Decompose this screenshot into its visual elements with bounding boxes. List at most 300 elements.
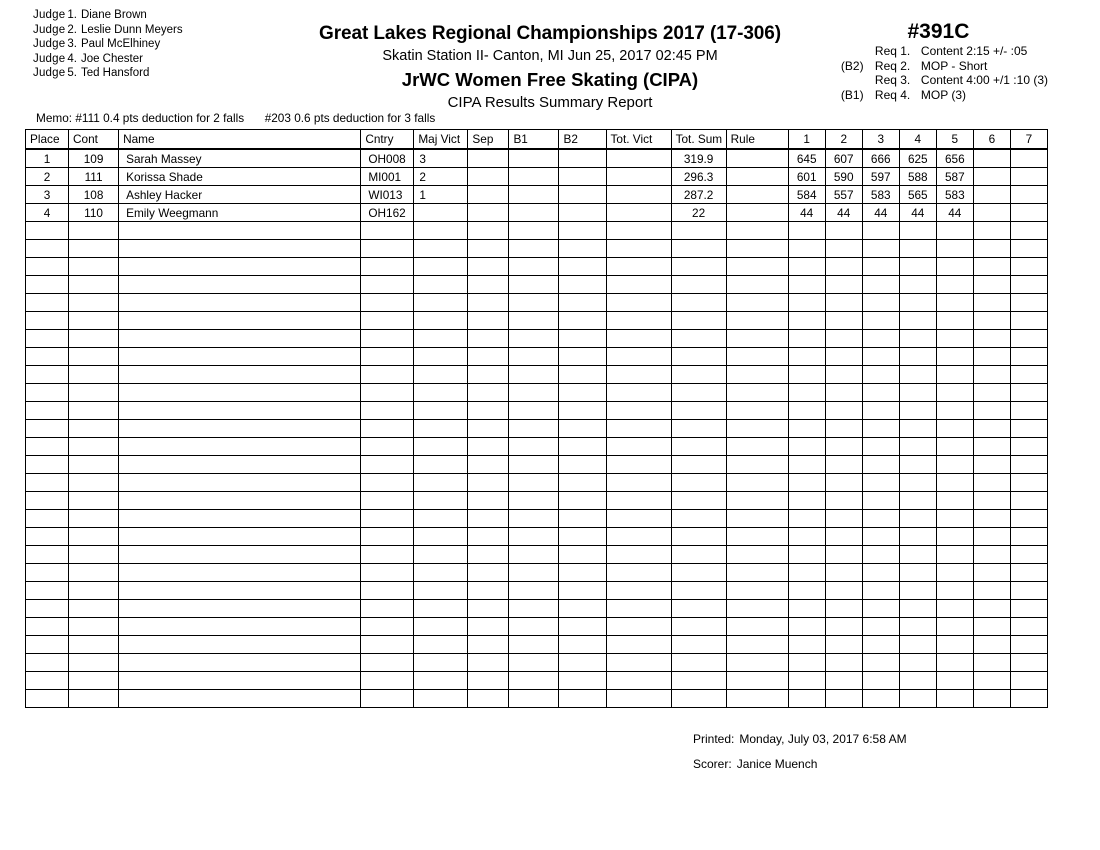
cell-empty bbox=[788, 654, 825, 672]
cell-empty bbox=[862, 294, 899, 312]
cell-judge-7 bbox=[1010, 168, 1047, 186]
cell-empty bbox=[509, 456, 559, 474]
cell-place: 1 bbox=[26, 149, 69, 168]
memo-label: Memo: bbox=[36, 111, 73, 125]
cell-empty bbox=[414, 618, 468, 636]
cell-empty bbox=[468, 600, 509, 618]
cell-rule bbox=[726, 149, 788, 168]
table-row-empty bbox=[26, 456, 1048, 474]
cell-empty bbox=[119, 258, 361, 276]
cell-empty bbox=[26, 366, 69, 384]
cell-empty bbox=[119, 654, 361, 672]
cell-empty bbox=[361, 222, 414, 240]
column-header: B1 bbox=[509, 130, 559, 150]
cell-empty bbox=[69, 438, 119, 456]
cell-empty bbox=[973, 582, 1010, 600]
cell-empty bbox=[671, 402, 726, 420]
cell-judge-6 bbox=[973, 186, 1010, 204]
table-row-empty bbox=[26, 690, 1048, 708]
cell-empty bbox=[899, 276, 936, 294]
cell-empty bbox=[69, 582, 119, 600]
cell-judge-5: 583 bbox=[936, 186, 973, 204]
cell-empty bbox=[361, 276, 414, 294]
cell-empty bbox=[119, 438, 361, 456]
cell-empty bbox=[361, 420, 414, 438]
cell-empty bbox=[26, 690, 69, 708]
cell-empty bbox=[559, 240, 606, 258]
cell-empty bbox=[726, 690, 788, 708]
cell-empty bbox=[825, 420, 862, 438]
cell-empty bbox=[119, 510, 361, 528]
cell-empty bbox=[973, 438, 1010, 456]
cell-empty bbox=[726, 348, 788, 366]
cell-empty bbox=[825, 546, 862, 564]
judge-line bbox=[33, 66, 183, 81]
cell-empty bbox=[671, 276, 726, 294]
cell-empty bbox=[973, 618, 1010, 636]
cell-empty bbox=[862, 222, 899, 240]
cell-empty bbox=[119, 600, 361, 618]
cell-empty bbox=[726, 222, 788, 240]
cell-judge-4: 588 bbox=[899, 168, 936, 186]
cell-judge-7 bbox=[1010, 186, 1047, 204]
cell-empty bbox=[69, 672, 119, 690]
cell-empty bbox=[468, 618, 509, 636]
cell-empty bbox=[862, 654, 899, 672]
cell-empty bbox=[69, 240, 119, 258]
cell-empty bbox=[468, 276, 509, 294]
cell-empty bbox=[509, 690, 559, 708]
table-row bbox=[26, 149, 1048, 168]
cell-empty bbox=[468, 330, 509, 348]
table-row-empty bbox=[26, 258, 1048, 276]
cell-empty bbox=[606, 510, 671, 528]
cell-empty bbox=[119, 528, 361, 546]
cell-empty bbox=[606, 276, 671, 294]
table-row-empty bbox=[26, 492, 1048, 510]
cell-empty bbox=[973, 546, 1010, 564]
table-row-empty bbox=[26, 366, 1048, 384]
cell-empty bbox=[509, 366, 559, 384]
cell-empty bbox=[69, 366, 119, 384]
cell-empty bbox=[361, 600, 414, 618]
cell-empty bbox=[1010, 438, 1047, 456]
cell-empty bbox=[671, 312, 726, 330]
cell-empty bbox=[825, 618, 862, 636]
cell-empty bbox=[726, 582, 788, 600]
cell-cont: 108 bbox=[69, 186, 119, 204]
cell-empty bbox=[509, 510, 559, 528]
cell-empty bbox=[468, 258, 509, 276]
cell-empty bbox=[559, 636, 606, 654]
judge-name: Paul McElhiney bbox=[80, 38, 161, 51]
cell-empty bbox=[973, 474, 1010, 492]
cell-empty bbox=[606, 492, 671, 510]
cell-empty bbox=[788, 330, 825, 348]
cell-empty bbox=[973, 690, 1010, 708]
cell-judge-6 bbox=[973, 149, 1010, 168]
cell-empty bbox=[671, 528, 726, 546]
cell-empty bbox=[825, 402, 862, 420]
table-row-empty bbox=[26, 294, 1048, 312]
cell-empty bbox=[559, 582, 606, 600]
judge-number: 5. bbox=[67, 67, 77, 80]
cell-empty bbox=[825, 384, 862, 402]
cell-empty bbox=[606, 366, 671, 384]
cell-empty bbox=[69, 420, 119, 438]
cell-sep bbox=[468, 204, 509, 222]
cell-empty bbox=[509, 312, 559, 330]
cell-empty bbox=[606, 456, 671, 474]
cell-empty bbox=[414, 546, 468, 564]
cell-empty bbox=[509, 420, 559, 438]
cell-empty bbox=[509, 600, 559, 618]
cell-empty bbox=[69, 258, 119, 276]
cell-empty bbox=[414, 528, 468, 546]
cell-empty bbox=[825, 240, 862, 258]
column-header: Tot. Vict bbox=[606, 130, 671, 150]
cell-empty bbox=[1010, 654, 1047, 672]
cell-empty bbox=[936, 636, 973, 654]
cell-empty bbox=[119, 366, 361, 384]
cell-empty bbox=[825, 474, 862, 492]
table-header-row bbox=[26, 130, 1048, 150]
cell-empty bbox=[468, 528, 509, 546]
cell-empty bbox=[468, 654, 509, 672]
cell-empty bbox=[119, 492, 361, 510]
column-header: 1 bbox=[788, 130, 825, 150]
cell-empty bbox=[825, 330, 862, 348]
cell-empty bbox=[119, 312, 361, 330]
requirement-bonus-code: (B2) bbox=[840, 58, 864, 73]
requirement-row bbox=[841, 73, 1048, 88]
cell-empty bbox=[69, 546, 119, 564]
cell-empty bbox=[468, 438, 509, 456]
cell-place: 4 bbox=[26, 204, 69, 222]
cell-sep bbox=[468, 186, 509, 204]
cell-empty bbox=[414, 600, 468, 618]
cell-empty bbox=[559, 258, 606, 276]
judges-panel bbox=[33, 8, 183, 81]
cell-empty bbox=[825, 510, 862, 528]
table-row-empty bbox=[26, 510, 1048, 528]
cell-empty bbox=[119, 402, 361, 420]
cell-empty bbox=[414, 636, 468, 654]
cell-empty bbox=[119, 582, 361, 600]
cell-empty bbox=[26, 528, 69, 546]
cell-empty bbox=[862, 312, 899, 330]
cell-empty bbox=[936, 564, 973, 582]
cell-empty bbox=[414, 384, 468, 402]
cell-empty bbox=[726, 474, 788, 492]
cell-empty bbox=[468, 420, 509, 438]
cell-empty bbox=[361, 240, 414, 258]
cell-empty bbox=[414, 330, 468, 348]
cell-empty bbox=[788, 636, 825, 654]
column-header: 5 bbox=[936, 130, 973, 150]
table-header bbox=[26, 130, 1048, 150]
judge-line bbox=[33, 8, 183, 23]
printed-line bbox=[693, 727, 907, 752]
judge-label: Judge bbox=[33, 67, 66, 80]
cell-empty bbox=[606, 312, 671, 330]
cell-empty bbox=[862, 258, 899, 276]
cell-empty bbox=[899, 348, 936, 366]
judge-line bbox=[33, 37, 183, 52]
cell-empty bbox=[788, 258, 825, 276]
cell-empty bbox=[606, 582, 671, 600]
cell-empty bbox=[606, 474, 671, 492]
cell-empty bbox=[468, 564, 509, 582]
cell-empty bbox=[414, 510, 468, 528]
cell-empty bbox=[361, 348, 414, 366]
cell-empty bbox=[788, 438, 825, 456]
cell-empty bbox=[26, 618, 69, 636]
cell-empty bbox=[825, 276, 862, 294]
cell-b1 bbox=[509, 186, 559, 204]
cell-empty bbox=[26, 312, 69, 330]
cell-empty bbox=[119, 546, 361, 564]
cell-place: 2 bbox=[26, 168, 69, 186]
cell-empty bbox=[671, 672, 726, 690]
cell-empty bbox=[69, 618, 119, 636]
cell-empty bbox=[862, 384, 899, 402]
cell-empty bbox=[671, 636, 726, 654]
cell-empty bbox=[788, 276, 825, 294]
judge-label: Judge bbox=[33, 9, 66, 21]
cell-empty bbox=[936, 510, 973, 528]
cell-empty bbox=[936, 258, 973, 276]
cell-tot-sum: 296.3 bbox=[671, 168, 726, 186]
cell-empty bbox=[726, 240, 788, 258]
cell-empty bbox=[936, 222, 973, 240]
cell-empty bbox=[468, 366, 509, 384]
cell-empty bbox=[559, 384, 606, 402]
cell-empty bbox=[69, 510, 119, 528]
cell-empty bbox=[361, 564, 414, 582]
cell-empty bbox=[671, 546, 726, 564]
cell-empty bbox=[606, 546, 671, 564]
judge-name: Joe Chester bbox=[80, 52, 143, 65]
table-row-empty bbox=[26, 420, 1048, 438]
cell-empty bbox=[1010, 222, 1047, 240]
cell-empty bbox=[788, 672, 825, 690]
cell-empty bbox=[825, 312, 862, 330]
cell-empty bbox=[936, 348, 973, 366]
table-row-empty bbox=[26, 636, 1048, 654]
cell-empty bbox=[973, 672, 1010, 690]
cell-empty bbox=[1010, 474, 1047, 492]
cell-empty bbox=[559, 222, 606, 240]
cell-empty bbox=[606, 654, 671, 672]
cell-empty bbox=[559, 348, 606, 366]
requirement-text: Content 4:00 +/1 :10 (3) bbox=[920, 73, 1048, 88]
cell-empty bbox=[361, 690, 414, 708]
cell-empty bbox=[1010, 384, 1047, 402]
cell-empty bbox=[726, 330, 788, 348]
cell-empty bbox=[361, 294, 414, 312]
cell-empty bbox=[606, 222, 671, 240]
column-header: 4 bbox=[899, 130, 936, 150]
requirement-text: Content 2:15 +/- :05 bbox=[920, 44, 1028, 58]
cell-empty bbox=[862, 564, 899, 582]
cell-judge-4: 565 bbox=[899, 186, 936, 204]
cell-maj-vict: 3 bbox=[414, 149, 468, 168]
cell-maj-vict bbox=[414, 204, 468, 222]
cell-empty bbox=[862, 690, 899, 708]
column-header: B2 bbox=[559, 130, 606, 150]
cell-empty bbox=[899, 438, 936, 456]
cell-empty bbox=[671, 474, 726, 492]
cell-empty bbox=[788, 690, 825, 708]
cell-empty bbox=[899, 582, 936, 600]
cell-empty bbox=[973, 492, 1010, 510]
cell-empty bbox=[973, 348, 1010, 366]
judge-label: Judge bbox=[33, 23, 66, 36]
cell-empty bbox=[788, 582, 825, 600]
cell-name: Ashley Hacker bbox=[119, 186, 361, 204]
cell-empty bbox=[361, 510, 414, 528]
cell-empty bbox=[671, 456, 726, 474]
cell-empty bbox=[899, 690, 936, 708]
cell-empty bbox=[899, 456, 936, 474]
cell-empty bbox=[936, 492, 973, 510]
cell-empty bbox=[1010, 312, 1047, 330]
cell-empty bbox=[726, 564, 788, 582]
cell-empty bbox=[671, 654, 726, 672]
cell-empty bbox=[606, 294, 671, 312]
cell-empty bbox=[69, 348, 119, 366]
cell-empty bbox=[825, 600, 862, 618]
judge-line bbox=[33, 52, 183, 67]
requirement-bonus-code: (B1) bbox=[840, 87, 864, 102]
cell-empty bbox=[936, 600, 973, 618]
table-row-empty bbox=[26, 222, 1048, 240]
cell-empty bbox=[726, 492, 788, 510]
cell-empty bbox=[468, 636, 509, 654]
table-row-empty bbox=[26, 654, 1048, 672]
cell-empty bbox=[862, 366, 899, 384]
cell-cntry: OH008 bbox=[361, 149, 414, 168]
requirement-bonus-code bbox=[841, 73, 875, 88]
cell-empty bbox=[69, 330, 119, 348]
requirement-row bbox=[841, 88, 1048, 103]
cell-empty bbox=[973, 366, 1010, 384]
cell-judge-5: 656 bbox=[936, 149, 973, 168]
cell-empty bbox=[1010, 636, 1047, 654]
cell-empty bbox=[1010, 546, 1047, 564]
cell-empty bbox=[414, 456, 468, 474]
cell-empty bbox=[936, 438, 973, 456]
cell-empty bbox=[559, 474, 606, 492]
cell-empty bbox=[361, 654, 414, 672]
cell-empty bbox=[606, 438, 671, 456]
cell-empty bbox=[726, 618, 788, 636]
cell-empty bbox=[606, 618, 671, 636]
cell-empty bbox=[899, 402, 936, 420]
cell-empty bbox=[825, 564, 862, 582]
cell-sep bbox=[468, 168, 509, 186]
cell-empty bbox=[559, 654, 606, 672]
memo-entry2-code: #203 bbox=[264, 111, 291, 125]
cell-empty bbox=[559, 690, 606, 708]
cell-empty bbox=[788, 600, 825, 618]
cell-cont: 111 bbox=[69, 168, 119, 186]
column-header: Cont bbox=[69, 130, 119, 150]
cell-empty bbox=[414, 438, 468, 456]
cell-empty bbox=[899, 240, 936, 258]
cell-empty bbox=[509, 582, 559, 600]
category-title: JrWC Women Free Skating (CIPA) bbox=[401, 69, 699, 90]
cell-empty bbox=[862, 618, 899, 636]
column-header: 3 bbox=[862, 130, 899, 150]
cell-empty bbox=[361, 546, 414, 564]
cell-tot-vict bbox=[606, 149, 671, 168]
cell-empty bbox=[973, 420, 1010, 438]
cell-empty bbox=[26, 222, 69, 240]
cell-empty bbox=[119, 276, 361, 294]
table-row-empty bbox=[26, 348, 1048, 366]
cell-empty bbox=[468, 348, 509, 366]
cell-empty bbox=[468, 222, 509, 240]
cell-empty bbox=[26, 492, 69, 510]
cell-empty bbox=[26, 438, 69, 456]
cell-empty bbox=[69, 528, 119, 546]
cell-empty bbox=[825, 528, 862, 546]
cell-empty bbox=[973, 258, 1010, 276]
cell-empty bbox=[1010, 600, 1047, 618]
column-header: 6 bbox=[973, 130, 1010, 150]
cell-empty bbox=[671, 582, 726, 600]
cell-empty bbox=[26, 402, 69, 420]
requirement-bonus-code bbox=[841, 44, 875, 59]
column-header: 2 bbox=[825, 130, 862, 150]
cell-empty bbox=[726, 510, 788, 528]
cell-empty bbox=[726, 294, 788, 312]
column-header: Sep bbox=[468, 130, 509, 150]
cell-empty bbox=[414, 474, 468, 492]
cell-empty bbox=[119, 384, 361, 402]
cell-judge-5: 587 bbox=[936, 168, 973, 186]
cell-empty bbox=[414, 366, 468, 384]
cell-empty bbox=[1010, 276, 1047, 294]
cell-empty bbox=[119, 456, 361, 474]
cell-empty bbox=[825, 492, 862, 510]
table-row-empty bbox=[26, 546, 1048, 564]
cell-cntry: OH162 bbox=[361, 204, 414, 222]
report-subtitle: CIPA Results Summary Report bbox=[447, 94, 653, 111]
cell-empty bbox=[899, 618, 936, 636]
cell-empty bbox=[1010, 366, 1047, 384]
memo-line bbox=[36, 111, 435, 125]
cell-name: Korissa Shade bbox=[119, 168, 361, 186]
cell-empty bbox=[788, 618, 825, 636]
cell-empty bbox=[559, 366, 606, 384]
cell-empty bbox=[936, 690, 973, 708]
cell-empty bbox=[26, 600, 69, 618]
cell-empty bbox=[726, 654, 788, 672]
cell-empty bbox=[606, 330, 671, 348]
column-header: 7 bbox=[1010, 130, 1047, 150]
cell-empty bbox=[509, 492, 559, 510]
cell-empty bbox=[26, 348, 69, 366]
cell-empty bbox=[671, 600, 726, 618]
table-row-empty bbox=[26, 438, 1048, 456]
cell-empty bbox=[862, 438, 899, 456]
cell-judge-1: 44 bbox=[788, 204, 825, 222]
cell-empty bbox=[899, 474, 936, 492]
cell-judge-3: 666 bbox=[862, 149, 899, 168]
